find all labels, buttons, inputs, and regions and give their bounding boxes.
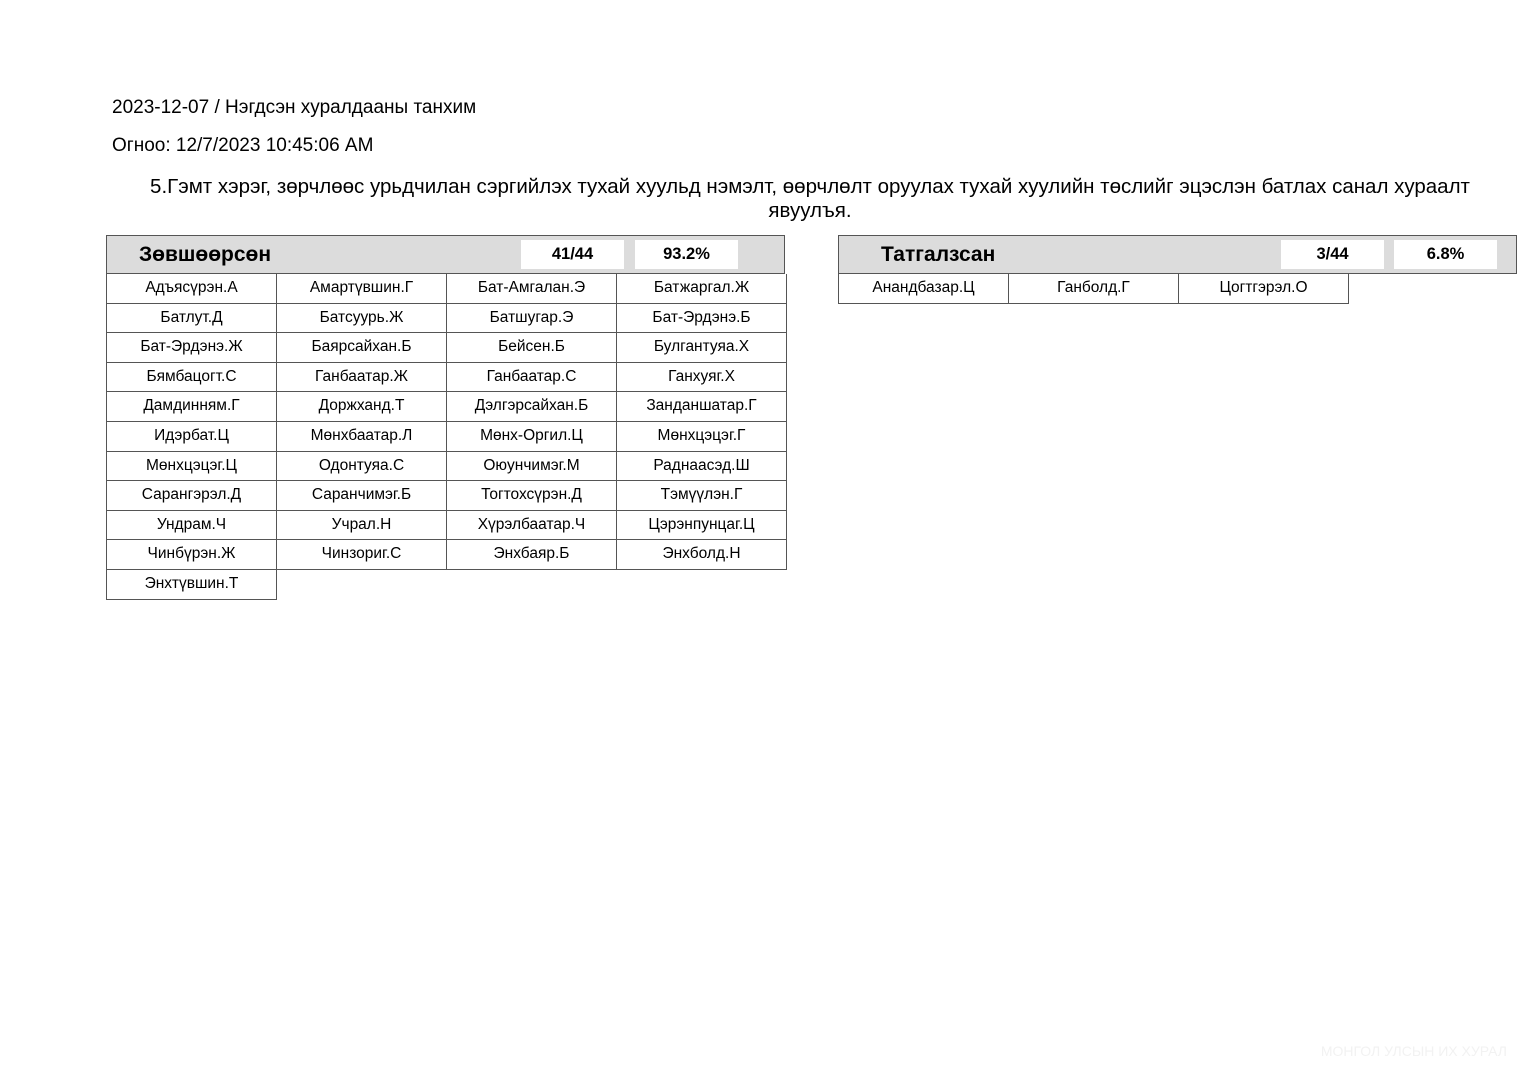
member-name-cell: Батлут.Д (107, 304, 277, 334)
member-name-cell: Бат-Эрдэнэ.Ж (107, 333, 277, 363)
member-name-cell: Занданшатар.Г (617, 392, 787, 422)
rejected-header (838, 235, 1517, 274)
member-name-cell: Мөнх-Оргил.Ц (447, 422, 617, 452)
member-name-cell: Дамдинням.Г (107, 392, 277, 422)
member-name-cell: Адъясүрэн.А (107, 274, 277, 304)
session-heading: 2023-12-07 / Нэгдсэн хуралдааны танхим (112, 97, 477, 118)
rejected-percent: 6.8% (1394, 240, 1497, 269)
approved-names-grid (106, 274, 787, 600)
member-name-cell: Батжаргал.Ж (617, 274, 787, 304)
member-name-cell: Бейсен.Б (447, 333, 617, 363)
member-name-cell: Тогтохсүрэн.Д (447, 481, 617, 511)
member-name-cell: Чинбүрэн.Ж (107, 540, 277, 570)
member-name-cell: Оюунчимэг.М (447, 452, 617, 482)
watermark: МОНГОЛ УЛСЫН ИХ ХУРАЛ (1320, 1043, 1507, 1059)
member-name-cell: Ганболд.Г (1009, 274, 1179, 304)
member-name-cell: Баярсайхан.Б (277, 333, 447, 363)
rejected-count: 3/44 (1281, 240, 1384, 269)
approved-label: Зөвшөөрсөн (139, 243, 272, 266)
member-name-cell: Энхболд.Н (617, 540, 787, 570)
member-name-cell: Ундрам.Ч (107, 511, 277, 541)
member-name-cell: Ганхуяг.Х (617, 363, 787, 393)
member-name-cell: Доржханд.Т (277, 392, 447, 422)
member-name-cell: Раднаасэд.Ш (617, 452, 787, 482)
member-name-cell: Ганбаатар.С (447, 363, 617, 393)
approved-section (106, 235, 785, 600)
rejected-section (838, 235, 1517, 304)
member-name-cell: Дэлгэрсайхан.Б (447, 392, 617, 422)
member-name-cell: Бат-Амгалан.Э (447, 274, 617, 304)
member-name-cell: Булгантуяа.Х (617, 333, 787, 363)
member-name-cell: Саранчимэг.Б (277, 481, 447, 511)
member-name-cell: Бямбацогт.С (107, 363, 277, 393)
vote-date: Огноо: 12/7/2023 10:45:06 AM (112, 135, 374, 156)
member-name-cell: Батшугар.Э (447, 304, 617, 334)
member-name-cell: Учрал.Н (277, 511, 447, 541)
rejected-names-grid (838, 274, 1519, 304)
member-name-cell: Мөнхбаатар.Л (277, 422, 447, 452)
member-name-cell: Бат-Эрдэнэ.Б (617, 304, 787, 334)
approved-count: 41/44 (521, 240, 624, 269)
member-name-cell: Батсуурь.Ж (277, 304, 447, 334)
member-name-cell: Ганбаатар.Ж (277, 363, 447, 393)
member-name-cell: Хүрэлбаатар.Ч (447, 511, 617, 541)
member-name-cell: Мөнхцэцэг.Г (617, 422, 787, 452)
member-name-cell: Одонтуяа.С (277, 452, 447, 482)
member-name-cell: Тэмүүлэн.Г (617, 481, 787, 511)
member-name-cell: Анандбазар.Ц (839, 274, 1009, 304)
member-name-cell: Чинзориг.С (277, 540, 447, 570)
member-name-cell: Идэрбат.Ц (107, 422, 277, 452)
member-name-cell: Цэрэнпунцаг.Ц (617, 511, 787, 541)
member-name-cell: Мөнхцэцэг.Ц (107, 452, 277, 482)
motion-title: 5.Гэмт хэрэг, зөрчлөөс урьдчилан сэргийлэх тухай хуульд нэмэлт, өөрчлөлт оруулах тухай хуулийн төслийг эцэслэн батлах санал хураалт явуулъя. (150, 175, 1470, 222)
member-name-cell: Амартүвшин.Г (277, 274, 447, 304)
approved-header (106, 235, 785, 274)
member-name-cell: Сарангэрэл.Д (107, 481, 277, 511)
member-name-cell: Цогтгэрэл.О (1179, 274, 1349, 304)
member-name-cell: Энхтүвшин.Т (107, 570, 277, 600)
approved-percent: 93.2% (635, 240, 738, 269)
rejected-label: Татгалзсан (881, 243, 996, 266)
member-name-cell: Энхбаяр.Б (447, 540, 617, 570)
